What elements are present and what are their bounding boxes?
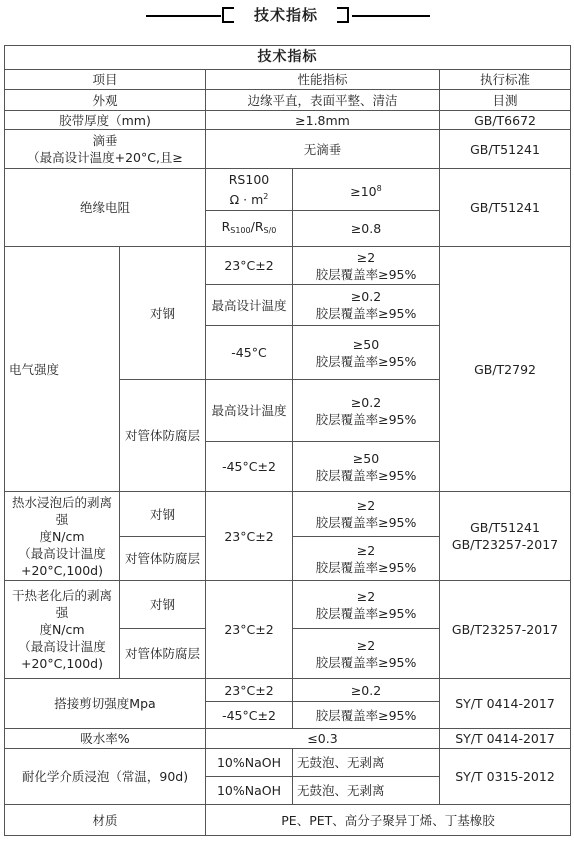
peel-standard: GB/T2792 bbox=[440, 247, 571, 492]
dry-heat-item-line3: （最高设计温度 bbox=[18, 639, 106, 654]
dry-heat-item-line2: 度N/cm bbox=[39, 622, 85, 637]
table-row bbox=[5, 90, 571, 111]
peel-steel-value-1 bbox=[293, 247, 440, 285]
peel-steel-cond-1: 23°C±2 bbox=[206, 247, 293, 285]
shear-value-1: ≥0.2 bbox=[293, 679, 440, 702]
dry-heat-item-line1: 干热老化后的剥离强 bbox=[11, 588, 112, 620]
thickness-standard: GB/T6672 bbox=[440, 111, 571, 130]
peel-steel-cond-2: 最高设计温度 bbox=[206, 285, 293, 326]
hot-water-value-1 bbox=[293, 492, 440, 537]
peel-steel-value-3-a: ≥50 bbox=[352, 336, 380, 352]
dry-heat-value-2-b: 胶层覆盖率≥95% bbox=[315, 654, 417, 670]
shear-standard: SY/T 0414-2017 bbox=[440, 679, 571, 729]
table-row bbox=[5, 492, 571, 537]
appearance-standard: 目测 bbox=[440, 90, 571, 111]
header-title: 技术指标 bbox=[253, 6, 318, 24]
table-row bbox=[5, 749, 571, 777]
water-absorption-item: 吸水率% bbox=[5, 729, 206, 749]
hot-water-item-line2: 度N/cm bbox=[39, 528, 85, 544]
dry-heat-item-line4: +20°C,100d) bbox=[20, 656, 103, 671]
insulation-r2-value: ≥0.8 bbox=[293, 211, 440, 247]
dry-heat-item bbox=[5, 581, 120, 679]
dry-heat-value-2-a: ≥2 bbox=[356, 637, 376, 653]
appearance-value: 边缘平直，表面平整、清洁 bbox=[206, 90, 440, 111]
hot-water-item bbox=[5, 492, 120, 581]
peel-steel-value-2 bbox=[293, 285, 440, 326]
table-row bbox=[5, 247, 571, 285]
chemical-medium-1: 10%NaOH bbox=[206, 749, 293, 777]
peel-steel-value-3-b: 胶层覆盖率≥95% bbox=[315, 353, 417, 369]
peel-pipe-value-1-a: ≥0.2 bbox=[350, 394, 382, 410]
chemical-item: 耐化学介质浸泡（常温，90d) bbox=[5, 749, 206, 805]
insulation-item: 绝缘电阻 bbox=[5, 169, 206, 247]
peel-pipe-value-2 bbox=[293, 442, 440, 492]
header-rule-left bbox=[146, 15, 221, 17]
material-item: 材质 bbox=[5, 805, 206, 836]
drip-item bbox=[5, 130, 206, 169]
table-row bbox=[5, 679, 571, 702]
shear-value-2: 胶层覆盖率≥95% bbox=[293, 702, 440, 729]
insulation-r2-label bbox=[206, 211, 293, 247]
hot-water-standard-line2: GB/T23257-2017 bbox=[451, 537, 559, 552]
insulation-r1-unit bbox=[209, 188, 289, 208]
water-absorption-standard: SY/T 0414-2017 bbox=[440, 729, 571, 749]
peel-pipe-cond-1: 最高设计温度 bbox=[206, 380, 293, 442]
insulation-r1-name: RS100 bbox=[228, 172, 270, 187]
peel-pipe-cond-2: -45°C±2 bbox=[206, 442, 293, 492]
drip-item-line1: 滴垂 bbox=[92, 133, 118, 148]
column-header-standard: 执行标准 bbox=[440, 70, 571, 90]
chemical-medium-2: 10%NaOH bbox=[206, 777, 293, 805]
column-header-performance: 性能指标 bbox=[206, 70, 440, 90]
appearance-item: 外观 bbox=[5, 90, 206, 111]
insulation-r1-value-text: ≥10 bbox=[350, 183, 377, 199]
hot-water-value-2 bbox=[293, 537, 440, 581]
table-header-row bbox=[5, 70, 571, 90]
insulation-r1-unit-exp: 2 bbox=[263, 192, 269, 201]
dry-heat-value-2 bbox=[293, 629, 440, 679]
chemical-result-1: 无鼓泡、无剥离 bbox=[293, 749, 440, 777]
dry-heat-cond: 23°C±2 bbox=[206, 581, 293, 679]
shear-cond-2: -45°C±2 bbox=[206, 702, 293, 729]
hot-water-value-1-b: 胶层覆盖率≥95% bbox=[315, 515, 417, 530]
dry-heat-sub-pipe: 对管体防腐层 bbox=[120, 629, 206, 679]
insulation-r2-sep: /R bbox=[250, 219, 264, 234]
section-header bbox=[0, 0, 574, 34]
table-row bbox=[5, 805, 571, 836]
header-bracket-right bbox=[337, 7, 349, 23]
peel-steel-value-1-b: 胶层覆盖率≥95% bbox=[315, 266, 417, 282]
insulation-r2-sub2: S/0 bbox=[263, 226, 277, 235]
dry-heat-value-1 bbox=[293, 581, 440, 629]
peel-pipe-value-2-b: 胶层覆盖率≥95% bbox=[315, 467, 417, 483]
hot-water-standard-line1: GB/T51241 bbox=[470, 520, 540, 535]
drip-standard: GB/T51241 bbox=[440, 130, 571, 169]
insulation-r2-r: R bbox=[221, 219, 231, 234]
shear-cond-1: 23°C±2 bbox=[206, 679, 293, 702]
table-row bbox=[5, 130, 571, 169]
hot-water-item-line1: 热水浸泡后的剥离强 bbox=[11, 494, 112, 527]
peel-pipe-label: 对管体防腐层 bbox=[120, 380, 206, 492]
hot-water-standard bbox=[440, 492, 571, 581]
insulation-r2-sub1: S100 bbox=[230, 226, 251, 235]
header-bracket-left bbox=[222, 7, 234, 23]
shear-item: 搭接剪切强度Mpa bbox=[5, 679, 206, 729]
peel-steel-cond-3: -45°C bbox=[206, 326, 293, 380]
hot-water-value-1-a: ≥2 bbox=[356, 498, 376, 513]
hot-water-sub-steel: 对钢 bbox=[120, 492, 206, 537]
dry-heat-standard: GB/T23257-2017 bbox=[440, 581, 571, 679]
peel-item: 电气强度 bbox=[5, 247, 120, 492]
hot-water-item-line3: （最高设计温度 bbox=[18, 545, 106, 561]
hot-water-item-line4: +20°C,100d) bbox=[20, 562, 103, 578]
peel-steel-value-3 bbox=[293, 326, 440, 380]
header-rule-right bbox=[352, 15, 430, 17]
table-caption: 技术指标 bbox=[5, 46, 571, 70]
thickness-value: ≥1.8mm bbox=[206, 111, 440, 130]
spec-table bbox=[4, 45, 571, 836]
chemical-result-2: 无鼓泡、无剥离 bbox=[293, 777, 440, 805]
hot-water-value-2-b: 胶层覆盖率≥95% bbox=[315, 559, 417, 575]
insulation-r1-unit-text: Ω · m bbox=[229, 192, 264, 207]
insulation-r1-value bbox=[293, 169, 440, 211]
peel-steel-label: 对钢 bbox=[120, 247, 206, 380]
peel-pipe-value-1 bbox=[293, 380, 440, 442]
insulation-r1-value-exp: 8 bbox=[376, 183, 382, 193]
table-row bbox=[5, 111, 571, 130]
chemical-standard: SY/T 0315-2012 bbox=[440, 749, 571, 805]
dry-heat-sub-steel: 对钢 bbox=[120, 581, 206, 629]
table-row bbox=[5, 169, 571, 211]
peel-steel-value-2-a: ≥0.2 bbox=[350, 289, 382, 304]
peel-pipe-value-1-b: 胶层覆盖率≥95% bbox=[315, 411, 417, 427]
thickness-item: 胶带厚度（mm) bbox=[5, 111, 206, 130]
peel-steel-value-1-a: ≥2 bbox=[356, 249, 376, 265]
drip-value: 无滴垂 bbox=[206, 130, 440, 169]
table-row bbox=[5, 729, 571, 749]
hot-water-cond: 23°C±2 bbox=[206, 492, 293, 581]
peel-steel-value-2-b: 胶层覆盖率≥95% bbox=[315, 306, 417, 321]
dry-heat-value-1-a: ≥2 bbox=[356, 588, 376, 604]
column-header-item: 项目 bbox=[5, 70, 206, 90]
insulation-r1-label bbox=[206, 169, 293, 211]
hot-water-sub-pipe: 对管体防腐层 bbox=[120, 537, 206, 581]
hot-water-value-2-a: ≥2 bbox=[356, 542, 376, 558]
water-absorption-value: ≤0.3 bbox=[206, 729, 440, 749]
peel-pipe-value-2-a: ≥50 bbox=[352, 450, 380, 466]
table-row bbox=[5, 581, 571, 629]
insulation-standard: GB/T51241 bbox=[440, 169, 571, 247]
table-caption-row bbox=[5, 46, 571, 70]
drip-item-line2: （最高设计温度+20°C,且≥ bbox=[27, 150, 183, 165]
material-value: PE、PET、高分子聚异丁烯、丁基橡胶 bbox=[206, 805, 571, 836]
dry-heat-value-1-b: 胶层覆盖率≥95% bbox=[315, 605, 417, 621]
